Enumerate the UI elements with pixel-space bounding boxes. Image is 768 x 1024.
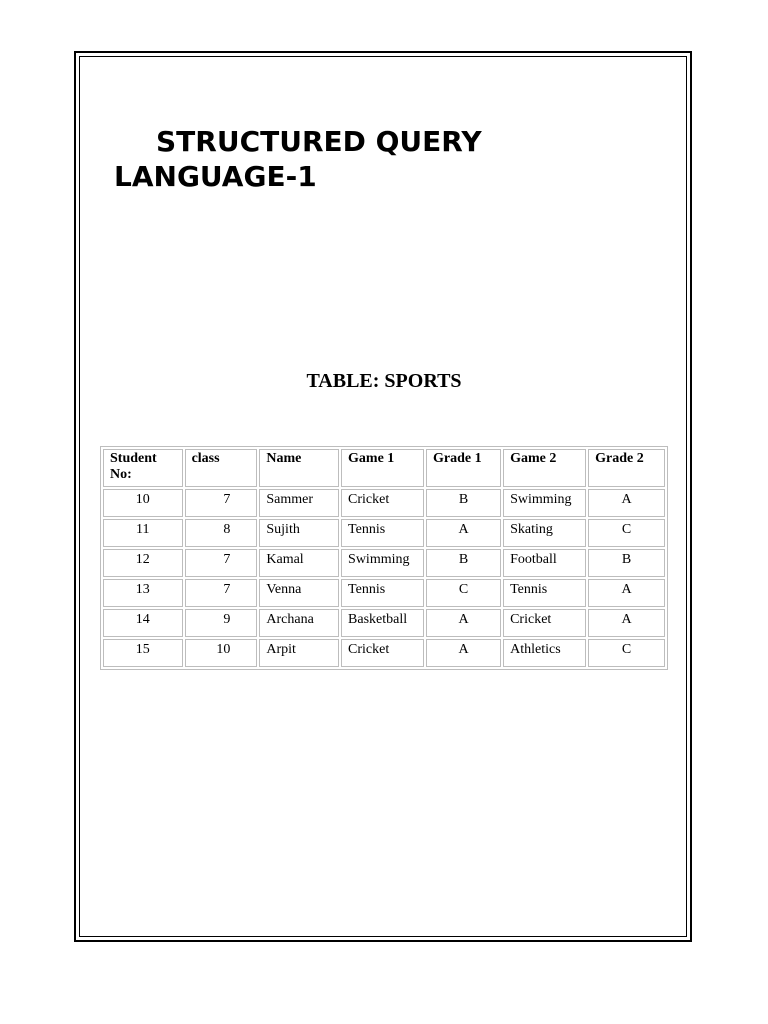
cell-game-1: Basketball — [341, 609, 424, 637]
cell-grade-1: B — [426, 489, 501, 517]
cell-class: 10 — [185, 639, 258, 667]
document-title: STRUCTURED QUERY LANGUAGE-1 — [114, 125, 482, 193]
cell-grade-2: C — [588, 519, 665, 547]
cell-name: Sujith — [259, 519, 339, 547]
cell-name: Archana — [259, 609, 339, 637]
cell-grade-1: B — [426, 549, 501, 577]
header-game-2: Game 2 — [503, 449, 586, 487]
cell-student-no: 12 — [103, 549, 183, 577]
header-name: Name — [259, 449, 339, 487]
cell-name: Venna — [259, 579, 339, 607]
cell-class: 8 — [185, 519, 258, 547]
cell-game-1: Tennis — [341, 579, 424, 607]
cell-grade-2: A — [588, 609, 665, 637]
cell-game-1: Swimming — [341, 549, 424, 577]
cell-game-1: Cricket — [341, 489, 424, 517]
cell-student-no: 11 — [103, 519, 183, 547]
table-row — [103, 579, 665, 607]
cell-class: 7 — [185, 549, 258, 577]
cell-game-2: Athletics — [503, 639, 586, 667]
header-grade-1: Grade 1 — [426, 449, 501, 487]
cell-game-2: Swimming — [503, 489, 586, 517]
table-row — [103, 639, 665, 667]
cell-game-1: Tennis — [341, 519, 424, 547]
cell-grade-1: A — [426, 609, 501, 637]
header-class: class — [185, 449, 258, 487]
header-game-1: Game 1 — [341, 449, 424, 487]
cell-student-no: 15 — [103, 639, 183, 667]
table-row — [103, 549, 665, 577]
table-caption: TABLE: SPORTS — [306, 370, 462, 392]
cell-student-no: 13 — [103, 579, 183, 607]
cell-grade-1: A — [426, 519, 501, 547]
table-row — [103, 519, 665, 547]
table-row — [103, 489, 665, 517]
cell-name: Arpit — [259, 639, 339, 667]
cell-game-2: Football — [503, 549, 586, 577]
cell-game-2: Tennis — [503, 579, 586, 607]
cell-class: 7 — [185, 489, 258, 517]
cell-name: Kamal — [259, 549, 339, 577]
sports-table — [100, 446, 668, 670]
cell-grade-1: C — [426, 579, 501, 607]
cell-name: Sammer — [259, 489, 339, 517]
cell-grade-2: C — [588, 639, 665, 667]
cell-class: 7 — [185, 579, 258, 607]
header-student-no: Student No: — [103, 449, 183, 487]
cell-class: 9 — [185, 609, 258, 637]
header-grade-2: Grade 2 — [588, 449, 665, 487]
table-row — [103, 609, 665, 637]
cell-student-no: 14 — [103, 609, 183, 637]
cell-game-1: Cricket — [341, 639, 424, 667]
cell-game-2: Cricket — [503, 609, 586, 637]
cell-grade-1: A — [426, 639, 501, 667]
cell-grade-2: A — [588, 489, 665, 517]
table-header-row — [103, 449, 665, 487]
cell-game-2: Skating — [503, 519, 586, 547]
cell-student-no: 10 — [103, 489, 183, 517]
cell-grade-2: B — [588, 549, 665, 577]
cell-grade-2: A — [588, 579, 665, 607]
